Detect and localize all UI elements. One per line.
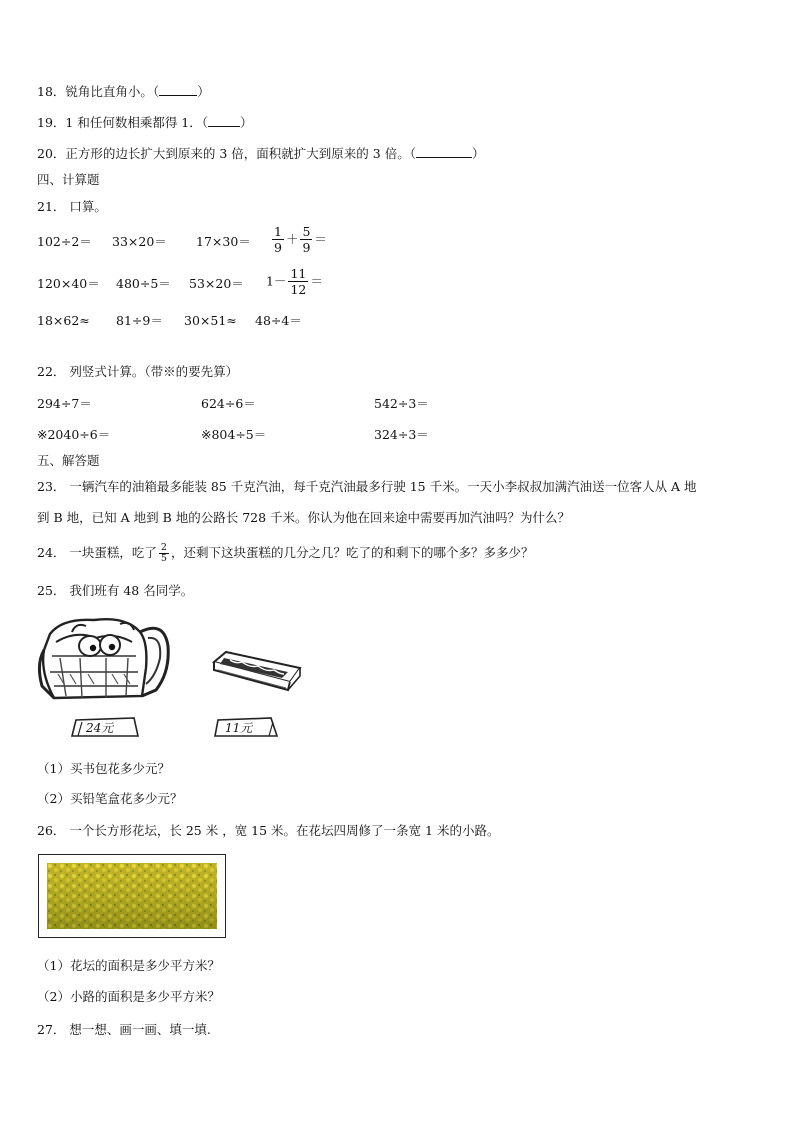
question-20: 20．正方形的边长扩大到原来的 3 倍，面积就扩大到原来的 3 倍。（ ）	[37, 146, 485, 161]
fraction-expression: $\frac{1}{9}$ ＋ $\frac{5}{9}$ ＝	[274, 224, 327, 255]
schoolbag-image	[36, 612, 172, 704]
fraction: $\frac{1}{9}$	[274, 224, 282, 255]
price-tag-box: 11元	[213, 716, 279, 738]
vertical-calc-item: 294÷7＝	[37, 396, 92, 411]
oral-calc-item: 102÷2＝	[37, 234, 92, 249]
question-22-title: 22． 列竖式计算。（带※的要先算）	[37, 364, 239, 379]
vertical-calc-item: 542÷3＝	[374, 396, 429, 411]
pencil-box-image	[210, 648, 302, 694]
oral-calc-item: 120×40＝	[37, 276, 100, 291]
vertical-calc-item: ※2040÷6＝	[37, 427, 111, 442]
fraction: $\frac{5}{9}$	[302, 224, 311, 255]
answer-blank[interactable]	[159, 84, 197, 96]
oral-calc-item: 480÷5＝	[116, 276, 171, 291]
oral-calc-item: 53×20＝	[189, 276, 244, 291]
flower-bed-photo	[47, 863, 217, 929]
section-heading-solve: 五、解答题	[37, 453, 100, 468]
fraction: $\frac{11}{12}$	[290, 266, 307, 297]
question-26-title: 26． 一个长方形花坛，长 25 米 ，宽 15 米。在花坛四周修了一条宽 1 米的小路。	[37, 823, 500, 838]
answer-blank[interactable]	[416, 146, 472, 158]
fraction: $\frac{2}{5}$	[160, 542, 167, 564]
question-27-title: 27． 想一想、画一画、填一填.	[37, 1022, 211, 1037]
question-26-sub2: （2）小路的面积是多少平方米？	[37, 989, 220, 1004]
question-21-title: 21． 口算。	[37, 199, 107, 214]
fraction-expression: 1－ $\frac{11}{12}$ ＝	[266, 266, 323, 297]
question-24: 24． 一块蛋糕，吃了 $\frac{2}{5}$ ，还剩下这块蛋糕的几分之几？吃了的和剩下的哪个多？多多少？	[37, 542, 534, 564]
vertical-calc-item: ※804÷5＝	[201, 427, 267, 442]
oral-calc-item: 48÷4＝	[255, 313, 302, 328]
answer-blank[interactable]	[208, 115, 240, 127]
question-25-title: 25． 我们班有 48 名同学。	[37, 583, 194, 598]
schoolbag-icon	[36, 612, 172, 704]
question-25-sub1: （1）买书包花多少元？	[37, 761, 170, 776]
vertical-calc-item: 324÷3＝	[374, 427, 429, 442]
oral-calc-item: 17×30＝	[196, 234, 251, 249]
section-heading-calc: 四、计算题	[37, 172, 100, 187]
question-19: 19．1 和任何数相乘都得 1．（ ）	[37, 115, 253, 130]
question-25-sub2: （2）买铅笔盒花多少元？	[37, 791, 183, 806]
question-26-sub1: （1）花坛的面积是多少平方米？	[37, 958, 220, 973]
question-23-line1: 23． 一辆汽车的油箱最多能装 85 千克汽油，每千克汽油最多行驶 15 千米。一天小李叔叔加满汽油送一位客人从 A 地	[37, 479, 697, 494]
question-23-line2: 到 B 地，已知 A 地到 B 地的公路长 728 千米。你认为他在回来途中需要再加汽油吗？为什么？	[37, 510, 571, 525]
pencil-box-icon	[210, 648, 302, 694]
price-tag-bag: 24元	[70, 716, 140, 738]
oral-calc-item: 81÷9＝	[116, 313, 163, 328]
question-18: 18．锐角比直角小。（ ）	[37, 84, 210, 99]
flower-bed-frame	[38, 854, 226, 938]
oral-calc-item: 18×62≈	[37, 313, 90, 328]
oral-calc-item: 30×51≈	[184, 313, 237, 328]
oral-calc-item: 33×20＝	[112, 234, 167, 249]
vertical-calc-item: 624÷6＝	[201, 396, 256, 411]
